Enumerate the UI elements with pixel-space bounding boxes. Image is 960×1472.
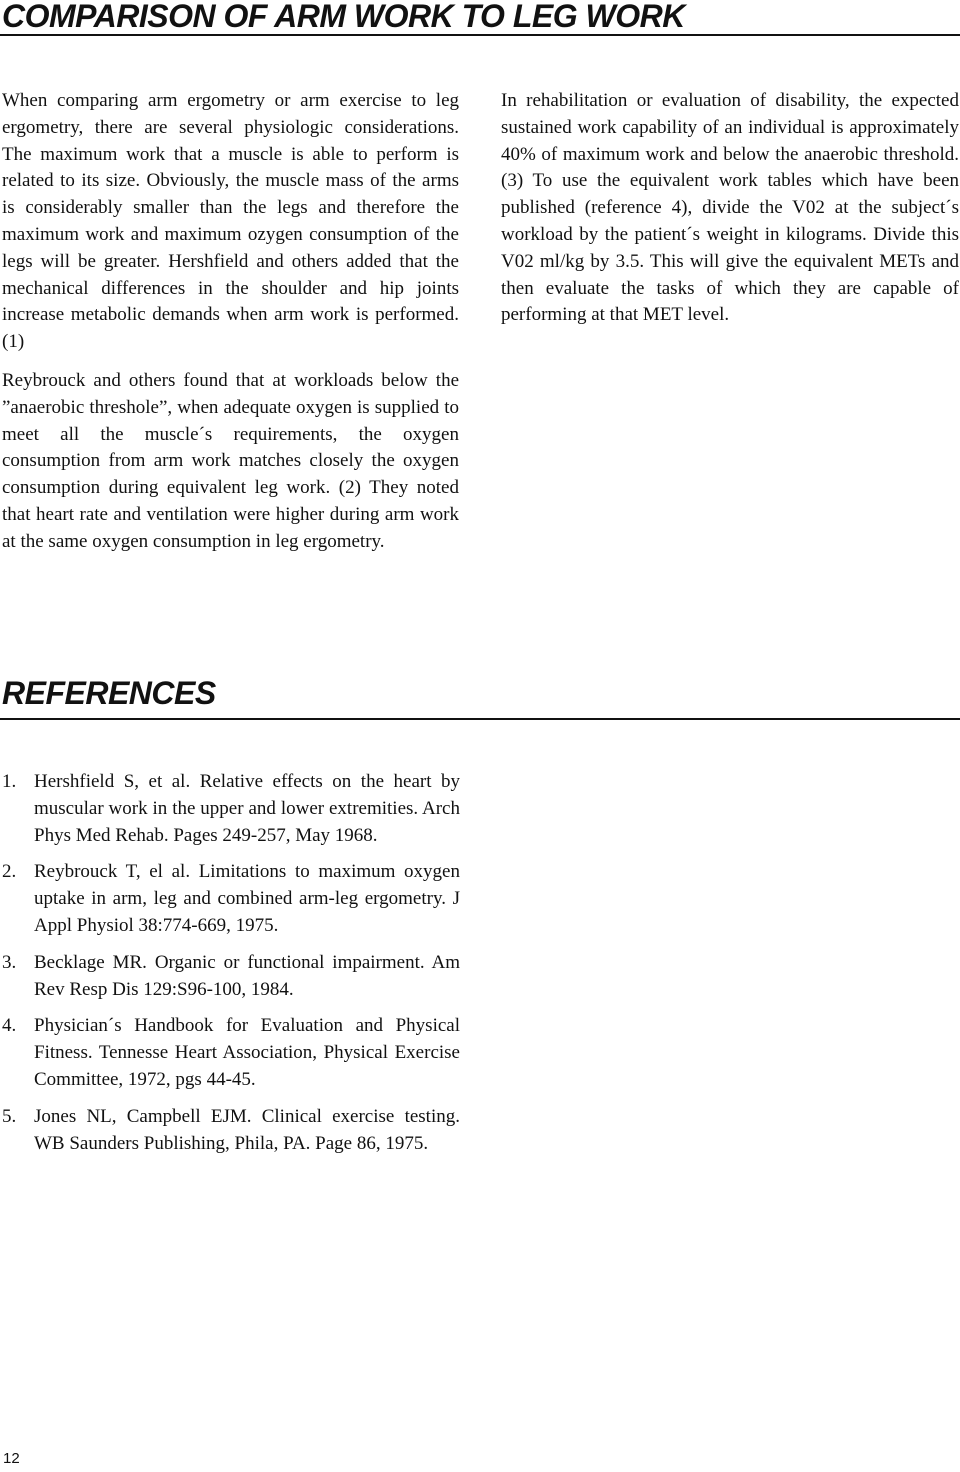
reference-number: 2. [2,861,17,883]
reference-number: 4. [2,1015,17,1037]
reference-text: Jones NL, Campbell EJM. Clinical exercise testing. WB Saunders Publishing, Phila, PA. Page 86, 1975. [34,1105,460,1154]
reference-item [2,859,460,939]
section-title-references: REFERENCES [2,675,216,711]
section-divider-references [0,718,960,720]
section-title-comparison: COMPARISON OF ARM WORK TO LEG WORK [2,0,685,34]
references-list [2,769,460,1167]
paragraph-reybrouck-findings: Reybrouck and others found that at workloads below the ”anaerobic threshole”, when adequate oxygen is supplied to meet all the muscle´s requirements, the oxygen consumption from arm work matches closely the oxygen consumption during equivalent leg work. (2) They noted that heart rate and ventilation were higher during arm work at the same oxygen consumption in leg ergometry. [2,369,459,552]
reference-text: Becklage MR. Organic or functional impairment. Am Rev Resp Dis 129:S96-100, 1984. [34,951,460,1000]
paragraph-rehabilitation: In rehabilitation or evaluation of disability, the expected sustained work capability of an individual is approximately 40% of maximum work and below the anaerobic threshold. (3) To use the equivalent work tables which have been published (reference 4), divide the V02 at the subject´s workload by the patient´s weight in kilograms. Divide this V02 ml/kg by 3.5. This will give the equivalent METs and then evaluate the tasks of which they are capable of performing at that MET level. [501,90,959,326]
reference-item [2,950,460,1004]
reference-text: Physician´s Handbook for Evaluation and Physical Fitness. Tennesse Heart Association, Physical Exercise Committee, 1972, pgs 44-45. [34,1015,460,1090]
section-divider-comparison [0,34,960,36]
reference-number: 5. [2,1105,17,1127]
reference-text: Hershfield S, et al. Relative effects on the heart by muscular work in the upper and lower extremities. Arch Phys Med Rehab. Pages 249-257, May 1968. [34,771,460,846]
reference-item [2,1013,460,1093]
reference-item [2,1104,460,1158]
reference-text: Reybrouck T, el al. Limitations to maximum oxygen uptake in arm, leg and combined arm-leg ergometry. J Appl Physiol 38:774-669, 1975. [34,861,460,936]
reference-number: 3. [2,951,17,973]
reference-number: 1. [2,771,17,792]
page-number: 12 [3,1450,20,1467]
left-column [2,88,459,568]
paragraph-arm-leg-considerations: When comparing arm ergometry or arm exercise to leg ergometry, there are several physiologic considerations. The maximum work that a muscle is able to perform is related to its size. Obviously, the muscle mass of the arms is considerably smaller than the legs and therefore the maximum work and maximum ozygen consumption of the legs will be greater. Hershfield and others added that the mechanical differences in the shoulder and hip joints increase metabolic demands when arm work is performed. (1) [2,90,459,353]
reference-item [2,769,460,849]
right-column [501,88,959,341]
